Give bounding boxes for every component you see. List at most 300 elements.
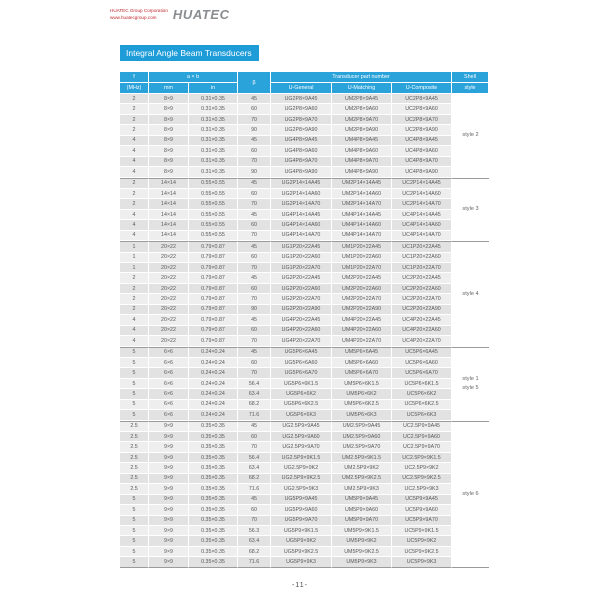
col-header-axb: a × b (149, 72, 238, 83)
u-matching-cell: UM5P6×6K2.5 (332, 400, 392, 410)
dim-in-cell: 0.35×0.35 (189, 495, 238, 505)
table-row (120, 536, 489, 546)
freq-cell: 1 (120, 263, 149, 273)
u-composite-cell: UC5P9×9K3 (392, 557, 452, 567)
dim-mm-cell: 20×22 (149, 284, 189, 294)
table-row (120, 505, 489, 515)
angle-cell: 63.4 (238, 536, 271, 546)
u-composite-cell: UC2.5P9×9A45 (392, 421, 452, 432)
table-row (120, 463, 489, 473)
dim-mm-cell: 14×14 (149, 189, 189, 199)
freq-cell: 4 (120, 157, 149, 167)
angle-cell: 60 (238, 146, 271, 156)
u-composite-cell: UC2P20×22A90 (392, 305, 452, 315)
u-composite-cell: UC4P14×14A60 (392, 220, 452, 230)
freq-cell: 5 (120, 557, 149, 567)
dim-mm-cell: 20×22 (149, 315, 189, 325)
dim-in-cell: 0.24×0.24 (189, 347, 238, 358)
u-general-cell: UG5P6×6K1.5 (271, 379, 332, 389)
table-row (120, 189, 489, 199)
u-composite-cell: UC5P6×6K1.5 (392, 379, 452, 389)
u-composite-cell: UC4P8×9A45 (392, 136, 452, 146)
u-general-cell: UG4P8×9A60 (271, 146, 332, 156)
u-matching-cell: UM1P20×22A45 (332, 241, 392, 252)
u-general-cell: UG2.5P9×9K2 (271, 463, 332, 473)
angle-cell: 68.2 (238, 474, 271, 484)
table-row (120, 94, 489, 104)
freq-cell: 2.5 (120, 421, 149, 432)
dim-mm-cell: 9×9 (149, 505, 189, 515)
u-matching-cell: UM4P14×14A70 (332, 231, 392, 241)
u-general-cell: UG5P6×6A45 (271, 347, 332, 358)
freq-cell: 2.5 (120, 463, 149, 473)
dim-in-cell: 0.35×0.35 (189, 516, 238, 526)
dim-in-cell: 0.35×0.35 (189, 432, 238, 442)
dim-in-cell: 0.35×0.35 (189, 442, 238, 452)
u-composite-cell: UC5P6×6K2 (392, 389, 452, 399)
u-general-cell: UG2.5P9×9A60 (271, 432, 332, 442)
u-general-cell: UG2P8×9A60 (271, 104, 332, 114)
dim-in-cell: 0.55×0.55 (189, 199, 238, 209)
angle-cell: 45 (238, 210, 271, 220)
col-header-u-matching: U-Matching (332, 83, 392, 94)
dim-in-cell: 0.24×0.24 (189, 368, 238, 378)
angle-cell: 70 (238, 231, 271, 241)
angle-cell: 90 (238, 305, 271, 315)
dim-in-cell: 0.79×0.87 (189, 284, 238, 294)
dim-in-cell: 0.35×0.35 (189, 421, 238, 432)
freq-cell: 2 (120, 284, 149, 294)
table-row (120, 273, 489, 283)
shell-style-cell: style 4 (452, 241, 489, 346)
angle-cell: 70 (238, 263, 271, 273)
u-general-cell: UG4P8×9A45 (271, 136, 332, 146)
table-row (120, 210, 489, 220)
angle-cell: 45 (238, 136, 271, 146)
dim-mm-cell: 9×9 (149, 547, 189, 557)
u-composite-cell: UC2P14×14A60 (392, 189, 452, 199)
angle-cell: 70 (238, 157, 271, 167)
u-matching-cell: UM2P14×14A60 (332, 189, 392, 199)
freq-cell: 5 (120, 379, 149, 389)
dim-mm-cell: 6×6 (149, 368, 189, 378)
u-general-cell: UG2.5P9×9A45 (271, 421, 332, 432)
u-general-cell: UG2.5P9×9K2.5 (271, 474, 332, 484)
freq-cell: 5 (120, 547, 149, 557)
u-composite-cell: UC5P9×9A60 (392, 505, 452, 515)
u-matching-cell: UM5P9×9K2 (332, 536, 392, 546)
freq-cell: 4 (120, 146, 149, 156)
table-row (120, 305, 489, 315)
u-general-cell: UG5P9×9A45 (271, 495, 332, 505)
angle-cell: 60 (238, 505, 271, 515)
u-general-cell: UG2P8×9A70 (271, 115, 332, 125)
u-matching-cell: UM4P8×9A60 (332, 146, 392, 156)
u-composite-cell: UC2.5P9×9A70 (392, 442, 452, 452)
u-composite-cell: UC5P6×6A70 (392, 368, 452, 378)
dim-mm-cell: 14×14 (149, 178, 189, 189)
dim-in-cell: 0.35×0.35 (189, 536, 238, 546)
u-general-cell: UG2P8×9A45 (271, 94, 332, 104)
dim-in-cell: 0.31×0.35 (189, 94, 238, 104)
u-general-cell: UG2.5P9×9A70 (271, 442, 332, 452)
freq-cell: 4 (120, 136, 149, 146)
freq-cell: 1 (120, 253, 149, 263)
dim-in-cell: 0.31×0.35 (189, 146, 238, 156)
u-composite-cell: UC4P20×22A70 (392, 336, 452, 346)
u-matching-cell: UM5P6×6K2 (332, 389, 392, 399)
dim-mm-cell: 20×22 (149, 263, 189, 273)
table-body (120, 94, 489, 568)
dim-mm-cell: 8×9 (149, 115, 189, 125)
u-composite-cell: UC5P9×9A45 (392, 495, 452, 505)
u-general-cell: UG4P14×14A60 (271, 220, 332, 230)
u-matching-cell: UM2.5P9×9A70 (332, 442, 392, 452)
dim-mm-cell: 6×6 (149, 410, 189, 420)
dim-mm-cell: 14×14 (149, 220, 189, 230)
u-matching-cell: UM5P9×9A45 (332, 495, 392, 505)
table-row (120, 336, 489, 346)
dim-in-cell: 0.55×0.55 (189, 210, 238, 220)
u-general-cell: UG2P14×14A45 (271, 178, 332, 189)
angle-cell: 60 (238, 189, 271, 199)
dim-in-cell: 0.35×0.35 (189, 453, 238, 463)
angle-cell: 56.3 (238, 526, 271, 536)
dim-mm-cell: 14×14 (149, 199, 189, 209)
u-composite-cell: UC2P8×9A60 (392, 104, 452, 114)
angle-cell: 70 (238, 294, 271, 304)
freq-cell: 5 (120, 400, 149, 410)
freq-cell: 2 (120, 273, 149, 283)
freq-cell: 2 (120, 305, 149, 315)
freq-cell: 5 (120, 536, 149, 546)
u-matching-cell: UM2P8×9A70 (332, 115, 392, 125)
table-row (120, 315, 489, 325)
dim-mm-cell: 9×9 (149, 526, 189, 536)
u-composite-cell: UC4P14×14A70 (392, 231, 452, 241)
u-composite-cell: UC1P20×22A60 (392, 253, 452, 263)
table-row (120, 241, 489, 252)
angle-cell: 70 (238, 442, 271, 452)
freq-cell: 2 (120, 199, 149, 209)
dim-in-cell: 0.31×0.35 (189, 125, 238, 135)
table-row (120, 326, 489, 336)
dim-mm-cell: 14×14 (149, 210, 189, 220)
dim-in-cell: 0.24×0.24 (189, 358, 238, 368)
u-general-cell: UG2.5P9×9K3 (271, 484, 332, 494)
dim-mm-cell: 8×9 (149, 146, 189, 156)
logo-company-text (110, 8, 168, 20)
table-row (120, 178, 489, 189)
table-row (120, 379, 489, 389)
dim-in-cell: 0.35×0.35 (189, 505, 238, 515)
freq-cell: 5 (120, 526, 149, 536)
u-composite-cell: UC4P20×22A45 (392, 315, 452, 325)
angle-cell: 60 (238, 104, 271, 114)
freq-cell: 4 (120, 326, 149, 336)
u-matching-cell: UM1P20×22A60 (332, 253, 392, 263)
angle-cell: 45 (238, 495, 271, 505)
angle-cell: 68.2 (238, 400, 271, 410)
u-composite-cell: UC4P14×14A45 (392, 210, 452, 220)
u-matching-cell: UM2.5P9×9K2 (332, 463, 392, 473)
dim-mm-cell: 20×22 (149, 305, 189, 315)
u-general-cell: UG2P14×14A60 (271, 189, 332, 199)
col-header-part-number: Transducer part number (271, 72, 452, 83)
logo-company-line2: www.huatecgroup.com (110, 14, 157, 20)
u-composite-cell: UC4P8×9A90 (392, 167, 452, 177)
u-composite-cell: UC2P8×9A90 (392, 125, 452, 135)
col-header-shell: Shell (452, 72, 489, 83)
angle-cell: 90 (238, 125, 271, 135)
u-general-cell: UG5P6×6K3 (271, 410, 332, 420)
page-number: -11- (292, 582, 308, 589)
angle-cell: 60 (238, 220, 271, 230)
table-row (120, 358, 489, 368)
u-matching-cell: UM4P14×14A45 (332, 210, 392, 220)
angle-cell: 60 (238, 358, 271, 368)
u-general-cell: UG1P20×22A45 (271, 241, 332, 252)
u-matching-cell: UM4P8×9A45 (332, 136, 392, 146)
u-composite-cell: UC1P20×22A45 (392, 241, 452, 252)
freq-cell: 4 (120, 167, 149, 177)
dim-in-cell: 0.31×0.35 (189, 115, 238, 125)
dim-mm-cell: 20×22 (149, 294, 189, 304)
dim-in-cell: 0.55×0.55 (189, 189, 238, 199)
u-composite-cell: UC5P6×6K2.5 (392, 400, 452, 410)
dim-in-cell: 0.24×0.24 (189, 410, 238, 420)
u-composite-cell: UC2.5P9×9K3 (392, 484, 452, 494)
col-header-in: in (189, 83, 238, 94)
u-composite-cell: UC2P14×14A45 (392, 178, 452, 189)
angle-cell: 68.2 (238, 547, 271, 557)
u-composite-cell: UC5P6×6K3 (392, 410, 452, 420)
freq-cell: 2 (120, 115, 149, 125)
freq-cell: 5 (120, 389, 149, 399)
table-row (120, 136, 489, 146)
table-row (120, 284, 489, 294)
angle-cell: 63.4 (238, 463, 271, 473)
dim-mm-cell: 9×9 (149, 474, 189, 484)
u-composite-cell: UC5P9×9K2.5 (392, 547, 452, 557)
dim-mm-cell: 9×9 (149, 442, 189, 452)
angle-cell: 45 (238, 178, 271, 189)
freq-cell: 5 (120, 410, 149, 420)
dim-in-cell: 0.35×0.35 (189, 474, 238, 484)
dim-in-cell: 0.55×0.55 (189, 220, 238, 230)
table-row (120, 157, 489, 167)
u-general-cell: UG5P6×6K2 (271, 389, 332, 399)
logo-company-line1: HUATEC Group Corporation (110, 8, 168, 14)
dim-in-cell: 0.79×0.87 (189, 336, 238, 346)
dim-mm-cell: 20×22 (149, 273, 189, 283)
u-matching-cell: UM2P8×9A60 (332, 104, 392, 114)
dim-mm-cell: 9×9 (149, 432, 189, 442)
u-general-cell: UG5P9×9K2 (271, 536, 332, 546)
u-general-cell: UG5P9×9K3 (271, 557, 332, 567)
dim-in-cell: 0.79×0.87 (189, 294, 238, 304)
u-general-cell: UG5P9×9A60 (271, 505, 332, 515)
dim-mm-cell: 20×22 (149, 336, 189, 346)
freq-cell: 5 (120, 505, 149, 515)
shell-style-cell: style 6 (452, 421, 489, 568)
u-composite-cell: UC1P20×22A70 (392, 263, 452, 273)
angle-cell: 70 (238, 516, 271, 526)
dim-in-cell: 0.35×0.35 (189, 547, 238, 557)
u-matching-cell: UM5P9×9A70 (332, 516, 392, 526)
angle-cell: 70 (238, 368, 271, 378)
col-header-mm: mm (149, 83, 189, 94)
u-matching-cell: UM5P9×9A60 (332, 505, 392, 515)
u-matching-cell: UM5P9×9K3 (332, 557, 392, 567)
u-general-cell: UG5P6×6A70 (271, 368, 332, 378)
table-row (120, 115, 489, 125)
dim-mm-cell: 8×9 (149, 104, 189, 114)
table-row (120, 516, 489, 526)
dim-in-cell: 0.79×0.87 (189, 315, 238, 325)
dim-mm-cell: 9×9 (149, 453, 189, 463)
u-matching-cell: UM4P8×9A70 (332, 157, 392, 167)
dim-in-cell: 0.79×0.87 (189, 305, 238, 315)
col-header-beta: β (238, 72, 271, 94)
u-general-cell: UG5P6×6A60 (271, 358, 332, 368)
u-composite-cell: UC2.5P9×9K1.5 (392, 453, 452, 463)
u-matching-cell: UM2.5P9×9A60 (332, 432, 392, 442)
angle-cell: 70 (238, 199, 271, 209)
dim-mm-cell: 8×9 (149, 157, 189, 167)
u-composite-cell: UC4P8×9A60 (392, 146, 452, 156)
col-header-u-composite: U-Composite (392, 83, 452, 94)
u-general-cell: UG1P20×22A70 (271, 263, 332, 273)
freq-cell: 2.5 (120, 453, 149, 463)
dim-mm-cell: 20×22 (149, 241, 189, 252)
u-general-cell: UG4P20×22A60 (271, 326, 332, 336)
u-matching-cell: UM5P9×9K1.5 (332, 526, 392, 536)
dim-in-cell: 0.24×0.24 (189, 400, 238, 410)
u-composite-cell: UC2P8×9A45 (392, 94, 452, 104)
freq-cell: 4 (120, 315, 149, 325)
angle-cell: 71.6 (238, 484, 271, 494)
col-header-mhz: (MHz) (120, 83, 149, 94)
dim-in-cell: 0.35×0.35 (189, 557, 238, 567)
brand-wordmark: HUATEC (172, 7, 230, 22)
u-composite-cell: UC2P14×14A70 (392, 199, 452, 209)
u-matching-cell: UM2P20×22A45 (332, 273, 392, 283)
table-row (120, 253, 489, 263)
table-row (120, 474, 489, 484)
u-general-cell: UG4P14×14A70 (271, 231, 332, 241)
angle-cell: 71.6 (238, 410, 271, 420)
freq-cell: 2 (120, 104, 149, 114)
dim-in-cell: 0.79×0.87 (189, 241, 238, 252)
u-matching-cell: UM2.5P9×9K1.5 (332, 453, 392, 463)
angle-cell: 45 (238, 421, 271, 432)
freq-cell: 2.5 (120, 484, 149, 494)
dim-in-cell: 0.55×0.55 (189, 178, 238, 189)
u-matching-cell: UM4P20×22A60 (332, 326, 392, 336)
u-matching-cell: UM2.5P9×9K2.5 (332, 474, 392, 484)
u-composite-cell: UC2P20×22A60 (392, 284, 452, 294)
angle-cell: 60 (238, 432, 271, 442)
u-composite-cell: UC5P9×9K1.5 (392, 526, 452, 536)
freq-cell: 2 (120, 189, 149, 199)
u-composite-cell: UC2P20×22A70 (392, 294, 452, 304)
dim-in-cell: 0.31×0.35 (189, 104, 238, 114)
table-row (120, 484, 489, 494)
dim-mm-cell: 8×9 (149, 94, 189, 104)
dim-in-cell: 0.79×0.87 (189, 263, 238, 273)
u-composite-cell: UC2.5P9×9A60 (392, 432, 452, 442)
u-general-cell: UG4P20×22A70 (271, 336, 332, 346)
u-general-cell: UG4P8×9A90 (271, 167, 332, 177)
table-row (120, 220, 489, 230)
freq-cell: 5 (120, 347, 149, 358)
freq-cell: 4 (120, 210, 149, 220)
table-row (120, 146, 489, 156)
dim-in-cell: 0.79×0.87 (189, 253, 238, 263)
page-title: Integral Angle Beam Transducers (120, 45, 259, 61)
dim-in-cell: 0.55×0.55 (189, 231, 238, 241)
u-composite-cell: UC2P8×9A70 (392, 115, 452, 125)
u-composite-cell: UC5P6×6A60 (392, 358, 452, 368)
u-matching-cell: UM1P20×22A70 (332, 263, 392, 273)
table-row (120, 410, 489, 420)
u-matching-cell: UM2.5P9×9K3 (332, 484, 392, 494)
angle-cell: 63.4 (238, 389, 271, 399)
u-general-cell: UG5P9×9A70 (271, 516, 332, 526)
u-matching-cell: UM2P20×22A60 (332, 284, 392, 294)
dim-mm-cell: 6×6 (149, 347, 189, 358)
u-general-cell: UG5P9×9K2.5 (271, 547, 332, 557)
table-row (120, 104, 489, 114)
u-composite-cell: UC5P6×6A45 (392, 347, 452, 358)
freq-cell: 1 (120, 241, 149, 252)
table-row (120, 167, 489, 177)
u-general-cell: UG2P8×9A90 (271, 125, 332, 135)
col-header-u-general: U-General (271, 83, 332, 94)
freq-cell: 5 (120, 368, 149, 378)
transducer-table (120, 72, 489, 568)
u-composite-cell: UC5P9×9A70 (392, 516, 452, 526)
dim-mm-cell: 6×6 (149, 400, 189, 410)
u-matching-cell: UM5P6×6A70 (332, 368, 392, 378)
dim-mm-cell: 9×9 (149, 495, 189, 505)
u-general-cell: UG1P20×22A60 (271, 253, 332, 263)
angle-cell: 60 (238, 284, 271, 294)
u-general-cell: UG2P20×22A45 (271, 273, 332, 283)
dim-in-cell: 0.79×0.87 (189, 326, 238, 336)
u-matching-cell: UM4P8×9A90 (332, 167, 392, 177)
table-row (120, 368, 489, 378)
table-row (120, 231, 489, 241)
u-composite-cell: UC2P20×22A45 (392, 273, 452, 283)
freq-cell: 5 (120, 516, 149, 526)
angle-cell: 56.4 (238, 379, 271, 389)
angle-cell: 45 (238, 347, 271, 358)
table-row (120, 389, 489, 399)
u-matching-cell: UM5P6×6A45 (332, 347, 392, 358)
freq-cell: 2 (120, 178, 149, 189)
dim-mm-cell: 9×9 (149, 484, 189, 494)
huatec-logo (110, 7, 230, 22)
col-header-shell-style: style (452, 83, 489, 94)
table-row (120, 495, 489, 505)
freq-cell: 2.5 (120, 432, 149, 442)
u-composite-cell: UC5P9×9K2 (392, 536, 452, 546)
dim-in-cell: 0.35×0.35 (189, 526, 238, 536)
dim-mm-cell: 20×22 (149, 326, 189, 336)
u-matching-cell: UM4P20×22A70 (332, 336, 392, 346)
